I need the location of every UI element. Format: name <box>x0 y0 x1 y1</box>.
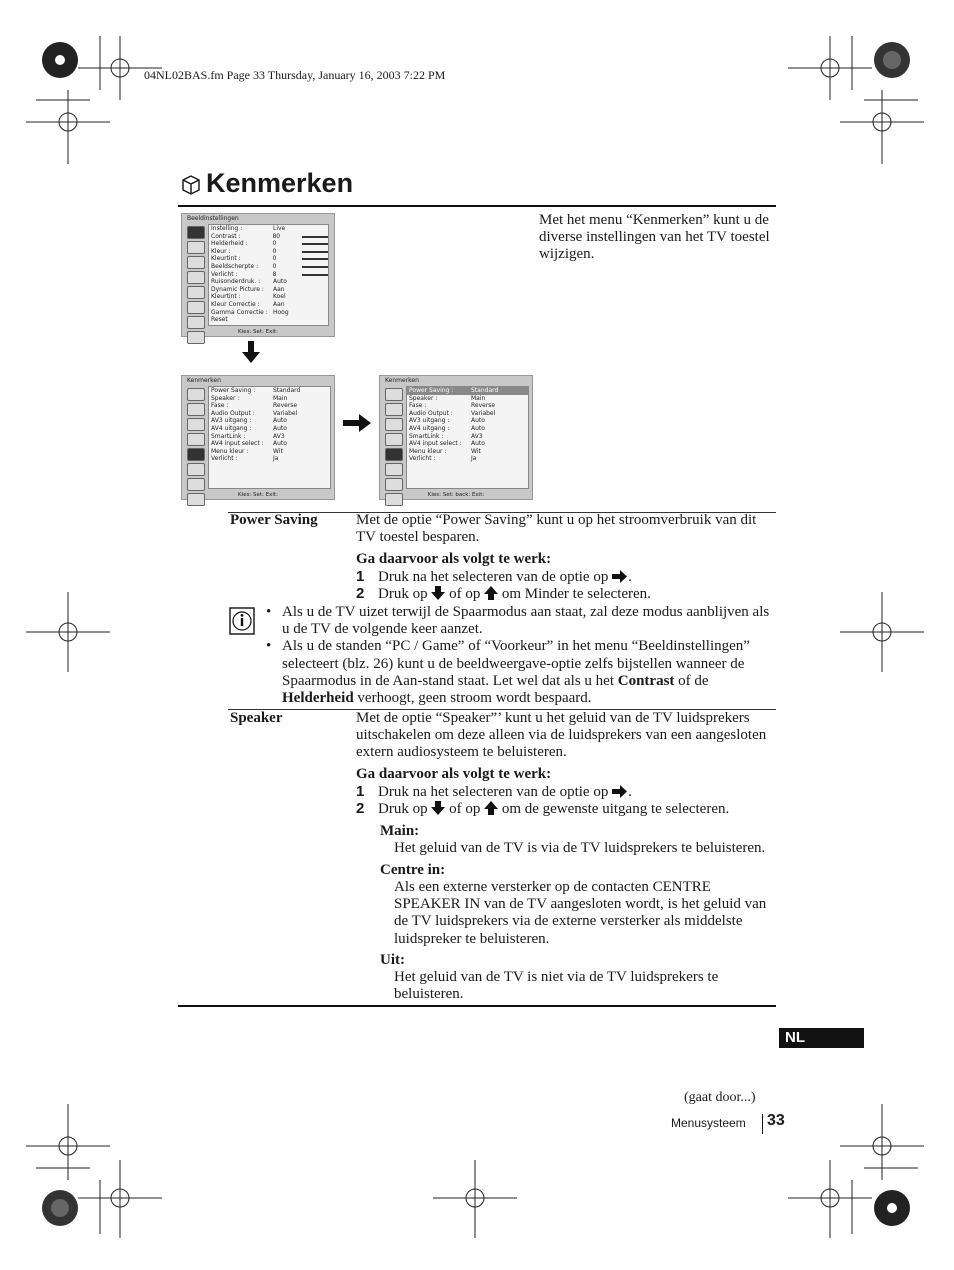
arrow-up-icon <box>484 586 498 600</box>
crop-crosshair-icon <box>788 1160 872 1238</box>
osd-picture-menu <box>181 213 335 337</box>
osd-row: AV4 input select : Auto <box>211 440 287 448</box>
crop-crosshair-icon <box>788 36 872 100</box>
osd-menu-icons <box>383 386 405 489</box>
osd-row: Contrast : 80 <box>209 233 328 241</box>
osd-row: SmartLink : AV3 <box>409 432 483 440</box>
speaker-steps-head: Ga daarvoor als volgt te werk: <box>356 766 552 782</box>
language-tab: NL <box>779 1028 864 1048</box>
uit-head: Uit: <box>380 952 405 968</box>
print-header: 04NL02BAS.fm Page 33 Thursday, January 16, 2003 7:22 PM <box>144 68 446 82</box>
osd-row: Fase : Reverse <box>211 402 298 410</box>
speaker-step-1: 1 Druk na het selecteren van de optie op . <box>356 783 632 800</box>
arrow-right-icon <box>612 785 628 798</box>
osd-row: AV3 uitgang : Auto <box>211 417 287 425</box>
osd-row: Kleurtint : Koel <box>211 293 286 301</box>
osd-row: Helderheid : 0 <box>209 240 328 248</box>
title-rule <box>178 205 776 207</box>
osd-row: Kleur : 0 <box>209 248 328 256</box>
crop-crosshair-icon <box>26 90 110 164</box>
osd-features-menu-selected <box>379 375 533 500</box>
osd-row: Audio Output : Variabel <box>409 409 496 417</box>
footer-section: Menusysteem <box>671 1116 746 1130</box>
osd-row: AV4 uitgang : Auto <box>409 424 485 432</box>
osd-row: Beeldscherpte : 0 <box>209 263 328 271</box>
speaker-desc: Met de optie “Speaker”’ kunt u het geluid van de TV luidsprekers uitschakelen om deze alleen via de luidsprekers van een aangesloten extern audiosysteem te beluisteren. <box>356 710 767 761</box>
note-2: Als u de standen “PC / Game” of “Voorkeur” in het menu “Beeldinstellingen” selecteert (blz. 26) kunt u de beeldweergave-optie zelfs bijstellen wanneer de Spaarmodus in de Aan-stand staat. Let wel dat als u het Contrast of de Helderheid verhoogt, geen stroom wordt bespaard. <box>282 638 750 707</box>
main-text: Het geluid van de TV is via de TV luidsprekers te beluisteren. <box>394 840 766 856</box>
power-saving-step-1: 1 Druk na het selecteren van de optie op . <box>356 568 632 585</box>
crop-crosshair-icon <box>26 1104 110 1180</box>
color-wheel-icon <box>874 42 910 78</box>
info-note-icon <box>229 607 255 635</box>
osd-row: Kleurtint : 0 <box>209 255 328 263</box>
crop-crosshair-icon <box>433 1160 517 1238</box>
note-1: Als u de TV uizet terwijl de Spaarmodus aan staat, zal deze modus aanblijven als u de TV de volgende keer aanzet. <box>282 604 770 638</box>
term-power-saving: Power Saving <box>230 512 318 528</box>
crop-crosshair-icon <box>26 592 110 672</box>
arrow-down-icon <box>431 586 445 600</box>
page-title <box>180 168 353 199</box>
arrow-right-icon <box>612 570 628 583</box>
bottom-rule <box>178 1005 776 1007</box>
color-wheel-icon <box>42 42 78 78</box>
osd-row: Reset <box>211 316 228 324</box>
osd-row: SmartLink : AV3 <box>211 432 285 440</box>
feature-box-icon <box>180 173 202 195</box>
arrow-right-icon <box>343 414 371 432</box>
osd-panel <box>208 386 331 489</box>
power-saving-notes: • Als u de TV uizet terwijl de Spaarmodus aan staat, zal deze modus aanblijven als u de TV de volgende keer aanzet. • Als u de standen “PC / Game” of “Voorkeur” in het menu “Beeldinstellingen” selecteert (blz. 26) kunt u de beeldweergave-optie zelfs bijstellen wanneer de Spaarmodus in de Aan-stand staat. Let wel dat als u het Contrast of de Helderheid verhoogt, geen stroom wordt bespaard. <box>266 604 778 707</box>
osd-caption: Kenmerken <box>385 377 419 384</box>
page-number: 33 <box>767 1112 785 1129</box>
main-head: Main: <box>380 823 420 839</box>
crop-crosshair-icon <box>840 1104 924 1180</box>
osd-row: Gamma Correctie : Hoog <box>211 308 289 316</box>
osd-footer: Kies: Set: back: Exit: <box>427 492 485 498</box>
osd-row: Verlicht : Ja <box>211 455 279 463</box>
osd-features-menu <box>181 375 335 500</box>
uit-text: Het geluid van de TV is niet via de TV luidsprekers te beluisteren. <box>394 969 719 1003</box>
centre-text: Als een externe versterker op de contacten CENTRE SPEAKER IN van de TV aangesloten wordt, is het geluid van de TV luidsprekers via de externe versterker als middelste luidspreker te beluisteren. <box>394 879 767 947</box>
color-wheel-icon <box>42 1190 78 1226</box>
osd-row: Speaker : Main <box>409 394 486 402</box>
osd-row: Kleur Correctie : Aan <box>211 300 285 308</box>
osd-menu-icons <box>185 386 207 489</box>
osd-caption: Beeldinstellingen <box>187 215 239 222</box>
osd-row: AV3 uitgang : Auto <box>409 417 485 425</box>
osd-panel <box>208 224 329 326</box>
crop-crosshair-icon <box>840 592 924 672</box>
osd-row: Verlicht : 8 <box>209 271 328 279</box>
arrow-down-icon <box>431 801 445 815</box>
osd-row: AV4 input select : Auto <box>409 440 485 448</box>
crop-crosshair-icon <box>840 90 924 164</box>
color-wheel-icon <box>874 1190 910 1226</box>
osd-row: AV4 uitgang : Auto <box>211 424 287 432</box>
osd-menu-icons <box>185 224 207 326</box>
speaker-step-2: 2 Druk op of op om de gewenste uitgang te selecteren. <box>356 800 730 817</box>
osd-row: Instelling : Live <box>211 225 286 232</box>
crop-crosshair-icon <box>78 1160 162 1238</box>
osd-footer: Kies: Set: Exit: <box>238 329 278 335</box>
osd-row: Audio Output : Variabel <box>211 409 298 417</box>
term-speaker: Speaker <box>230 710 283 726</box>
intro-text: Met het menu “Kenmerken” kunt u de diverse instellingen van het TV toestel wijzigen. <box>539 212 770 262</box>
osd-row: Menu kleur : Wit <box>409 447 481 455</box>
power-saving-steps-head: Ga daarvoor als volgt te werk: <box>356 551 552 567</box>
arrow-down-icon <box>241 341 261 363</box>
osd-row: Power Saving : Standard <box>211 387 301 394</box>
osd-caption: Kenmerken <box>187 377 221 384</box>
continued-note: (gaat door...) <box>684 1090 756 1105</box>
osd-footer: Kies: Set: Exit: <box>238 492 278 498</box>
osd-row: Verlicht : Ja <box>409 455 477 463</box>
power-saving-desc: Met de optie “Power Saving” kunt u op het stroomverbruik van dit TV toestel besparen. <box>356 512 757 546</box>
osd-row: Fase : Reverse <box>409 402 496 410</box>
page-title-text: Kenmerken <box>206 168 354 198</box>
power-saving-step-2: 2 Druk op of op om Minder te selecteren. <box>356 585 651 602</box>
arrow-up-icon <box>484 801 498 815</box>
osd-panel <box>406 386 529 489</box>
osd-row: Dynamic Picture : Aan <box>211 285 285 293</box>
osd-row: Ruisonderdruk. : Auto <box>211 278 287 286</box>
osd-row: Speaker : Main <box>211 394 288 402</box>
osd-row-highlighted: Power Saving : Standard <box>407 387 528 395</box>
centre-head: Centre in: <box>380 862 446 878</box>
osd-row: Menu kleur : Wit <box>211 447 283 455</box>
footer-divider <box>762 1114 763 1134</box>
